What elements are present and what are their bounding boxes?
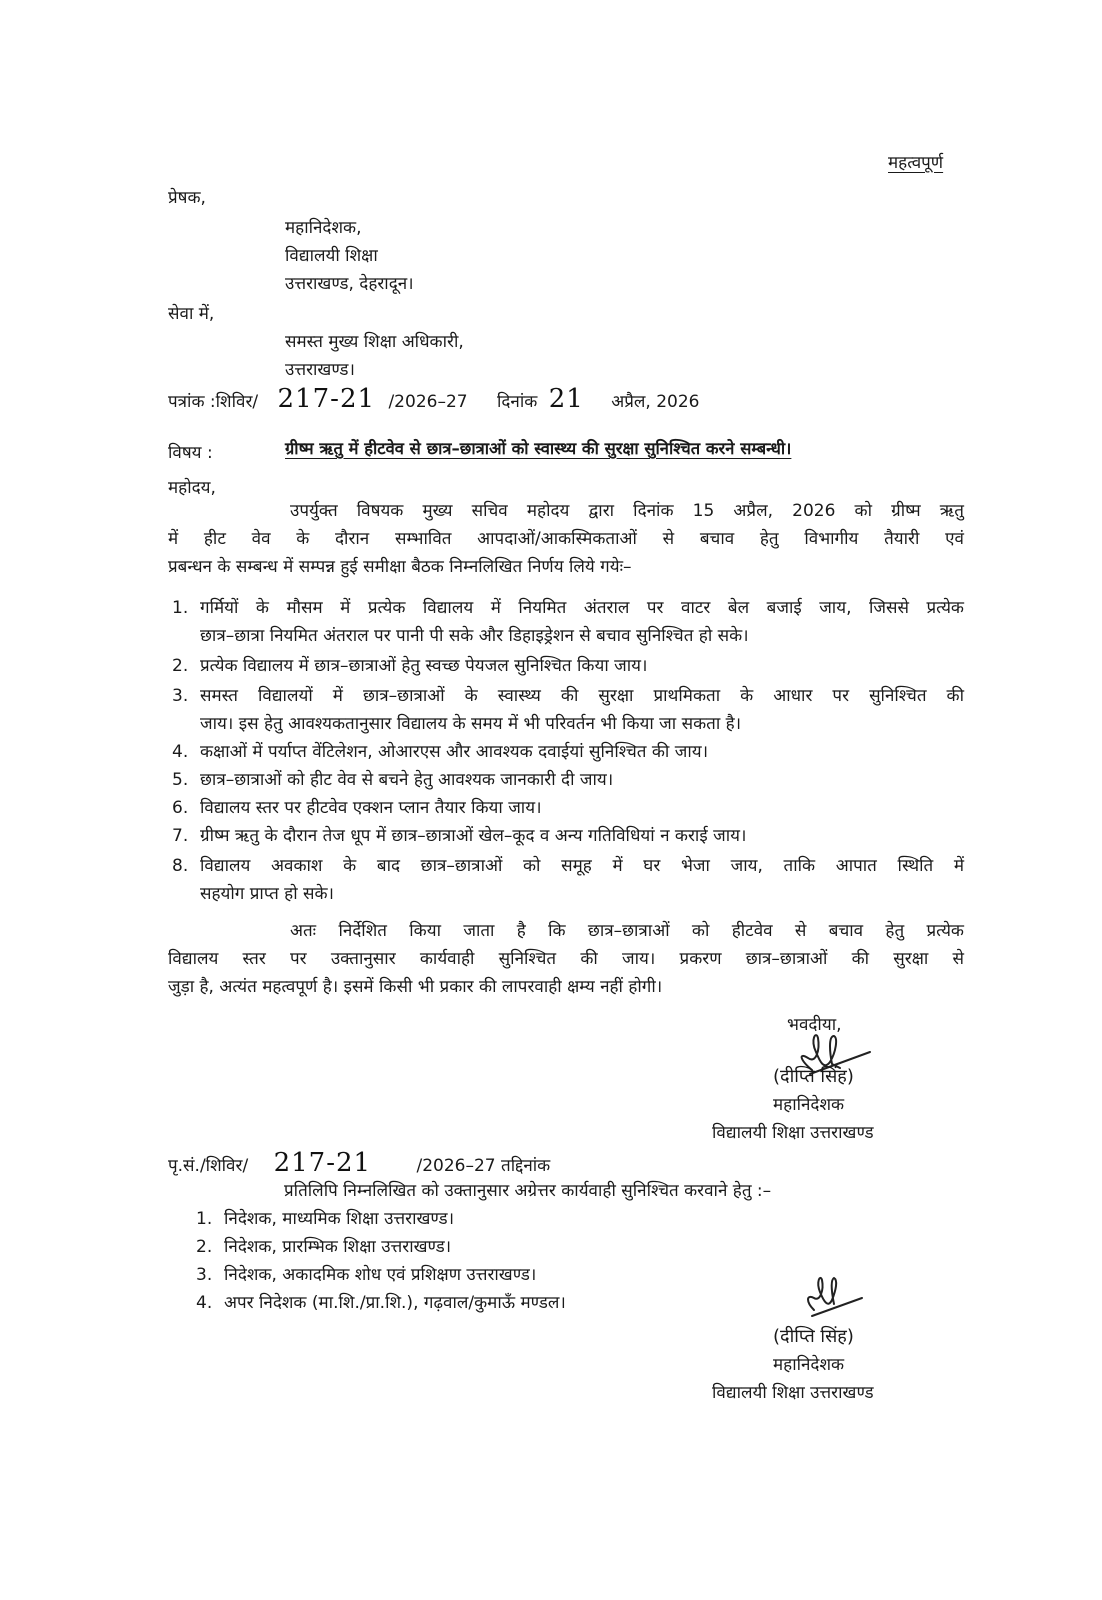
decision-number: 7. bbox=[172, 826, 189, 846]
salutation: महोदय, bbox=[168, 478, 216, 498]
signatory-designation: महानिदेशक bbox=[773, 1355, 845, 1375]
signatory-office: विद्यालयी शिक्षा उत्तराखण्ड bbox=[712, 1383, 874, 1403]
copy-text: निदेशक, माध्यमिक शिक्षा उत्तराखण्ड। bbox=[224, 1209, 455, 1229]
directive-line: अतः निर्देशित किया जाता है कि छात्र–छात्राओं को हीटवेव से बचाव हेतु प्रत्येक bbox=[290, 921, 964, 941]
closing: भवदीया, bbox=[787, 1015, 842, 1035]
importance-heading: महत्वपूर्ण bbox=[888, 153, 944, 173]
sender-label: प्रेषक, bbox=[168, 188, 206, 208]
copy-number: 4. bbox=[196, 1293, 213, 1313]
decision-line: छात्र–छात्रा नियमित अंतराल पर पानी पी सके और डिहाइड्रेशन से बचाव सुनिश्चित हो सके। bbox=[200, 626, 749, 646]
reference-prefix: पत्रांक :शिविर/ bbox=[168, 392, 259, 412]
decision-number: 8. bbox=[172, 856, 189, 876]
decision-line: जाय। इस हेतु आवश्यकतानुसार विद्यालय के समय में भी परिवर्तन भी किया जा सकता है। bbox=[200, 714, 742, 734]
copy-reference-line bbox=[168, 1148, 551, 1178]
intro-line: प्रबन्धन के सम्बन्ध में सम्पन्न हुई समीक्षा बैठक निम्नलिखित निर्णय लिये गयेः– bbox=[168, 557, 632, 577]
sender-line: महानिदेशक, bbox=[285, 218, 362, 238]
reference-number-handwritten: 217-21 bbox=[277, 384, 376, 414]
copy-text: अपर निदेशक (मा.शि./प्रा.शि.), गढ़वाल/कुमाऊँ मण्डल। bbox=[224, 1293, 566, 1313]
decision-line: विद्यालय स्तर पर हीटवेव एक्शन प्लान तैयार किया जाय। bbox=[200, 798, 542, 818]
date-label: दिनांक bbox=[496, 392, 538, 412]
reference-year: /2026–27 bbox=[388, 392, 468, 412]
recipient-label: सेवा में, bbox=[168, 304, 215, 324]
decision-line: प्रत्येक विद्यालय में छात्र–छात्राओं हेतु स्वच्छ पेयजल सुनिश्चित किया जाय। bbox=[200, 656, 648, 676]
signatory-designation: महानिदेशक bbox=[773, 1095, 845, 1115]
decision-line: कक्षाओं में पर्याप्त वेंटिलेशन, ओआरएस और आवश्यक दवाईयां सुनिश्चित की जाय। bbox=[200, 742, 709, 762]
intro-line: में हीट वेव के दौरान सम्भावित आपदाओं/आकस्मिकताओं से बचाव हेतु विभागीय तैयारी एवं bbox=[168, 529, 964, 549]
copy-text: निदेशक, प्रारम्भिक शिक्षा उत्तराखण्ड। bbox=[224, 1237, 452, 1257]
recipient-line: समस्त मुख्य शिक्षा अधिकारी, bbox=[285, 332, 464, 352]
decision-line: समस्त विद्यालयों में छात्र–छात्राओं के स्वास्थ्य की सुरक्षा प्राथमिकता के आधार पर सुनिश्चित की bbox=[200, 686, 964, 706]
decision-line: गर्मियों के मौसम में प्रत्येक विद्यालय में नियमित अंतराल पर वाटर बेल बजाई जाय, जिससे प्रत्येक bbox=[200, 598, 964, 618]
copy-intro: प्रतिलिपि निम्नलिखित को उक्तानुसार अग्रेत्तर कार्यवाही सुनिश्चित करवाने हेतु :– bbox=[284, 1181, 772, 1201]
decision-number: 5. bbox=[172, 770, 189, 790]
copy-text: निदेशक, अकादमिक शोध एवं प्रशिक्षण उत्तराखण्ड। bbox=[224, 1265, 537, 1285]
decision-line: सहयोग प्राप्त हो सके। bbox=[200, 884, 334, 904]
subject-label: विषय : bbox=[168, 443, 213, 463]
date-rest: अप्रैल, 2026 bbox=[611, 392, 700, 412]
copy-number: 2. bbox=[196, 1237, 213, 1257]
date-day-handwritten: 21 bbox=[548, 384, 584, 414]
signature-icon bbox=[800, 1272, 870, 1322]
decision-line: छात्र–छात्राओं को हीट वेव से बचने हेतु आवश्यक जानकारी दी जाय। bbox=[200, 770, 614, 790]
copy-item bbox=[196, 1236, 451, 1258]
sender-line: उत्तराखण्ड, देहरादून। bbox=[285, 274, 414, 294]
signatory-office: विद्यालयी शिक्षा उत्तराखण्ड bbox=[712, 1123, 874, 1143]
copy-reference-suffix: /2026–27 तद्दिनांक bbox=[416, 1156, 551, 1176]
decision-number: 6. bbox=[172, 798, 189, 818]
decision-number: 4. bbox=[172, 742, 189, 762]
reference-line bbox=[168, 384, 700, 414]
decision-line: ग्रीष्म ऋतु के दौरान तेज धूप में छात्र–छात्राओं खेल–कूद व अन्य गतिविधियां न कराई जाय। bbox=[200, 826, 747, 846]
copy-number: 3. bbox=[196, 1265, 213, 1285]
decision-number: 2. bbox=[172, 656, 189, 676]
sender-line: विद्यालयी शिक्षा bbox=[285, 246, 378, 266]
copy-reference-prefix: पृ.सं./शिविर/ bbox=[168, 1156, 249, 1176]
copy-number: 1. bbox=[196, 1209, 213, 1229]
intro-line: उपर्युक्त विषयक मुख्य सचिव महोदय द्वारा दिनांक 15 अप्रैल, 2026 को ग्रीष्म ऋतु bbox=[290, 501, 964, 521]
subject-text: ग्रीष्म ऋतु में हीटवेव से छात्र–छात्राओं को स्वास्थ्य की सुरक्षा सुनिश्चित करने सम्बन्धी। bbox=[285, 439, 792, 458]
signatory-name: (दीप्ति सिंह) bbox=[773, 1326, 854, 1347]
copy-item bbox=[196, 1292, 566, 1314]
copy-reference-number-handwritten: 217-21 bbox=[273, 1148, 372, 1178]
copy-item bbox=[196, 1208, 454, 1230]
directive-line: विद्यालय स्तर पर उक्तानुसार कार्यवाही सुनिश्चित की जाय। प्रकरण छात्र–छात्राओं की सुरक्षा से bbox=[168, 949, 964, 969]
decision-number: 3. bbox=[172, 686, 189, 706]
recipient-line: उत्तराखण्ड। bbox=[285, 360, 355, 380]
decision-number: 1. bbox=[172, 598, 189, 618]
decision-line: विद्यालय अवकाश के बाद छात्र–छात्राओं को समूह में घर भेजा जाय, ताकि आपात स्थिति में bbox=[200, 856, 964, 876]
directive-line: जुड़ा है, अत्यंत महत्वपूर्ण है। इसमें किसी भी प्रकार की लापरवाही क्षम्य नहीं होगी। bbox=[168, 977, 663, 997]
signatory-name: (दीप्ति सिंह) bbox=[773, 1066, 854, 1087]
copy-item bbox=[196, 1264, 536, 1286]
